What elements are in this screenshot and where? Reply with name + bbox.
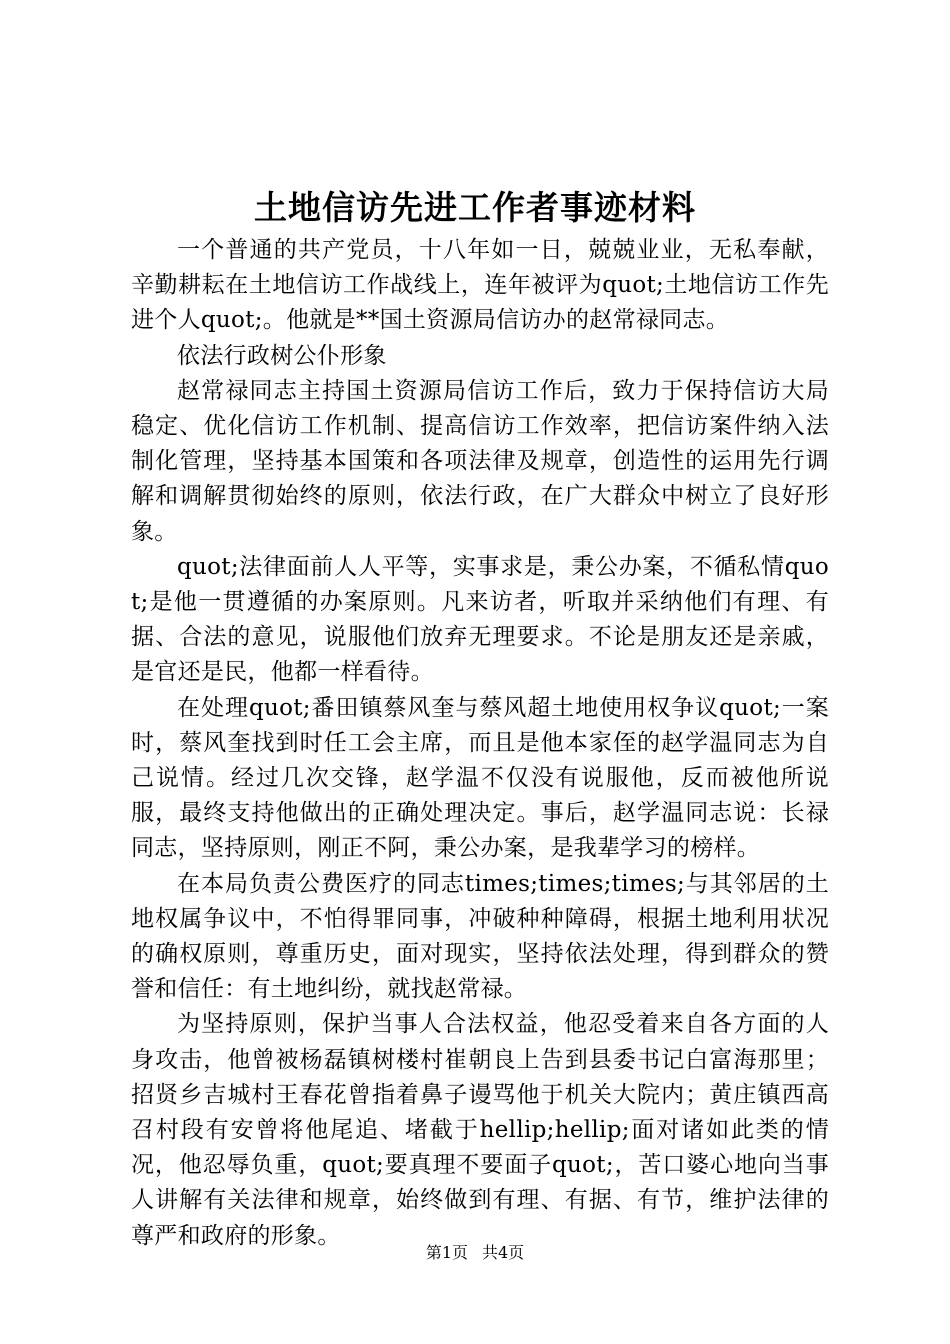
document-body [131,233,829,1254]
page-total: 共4页 [482,1243,525,1262]
paragraph-work-summary: 赵常禄同志主持国土资源局信访工作后，致力于保持信访大局稳定、优化信访工作机制、提高信访工作效率，把信访案件纳入法制化管理，坚持基本国策和各项法律及规章，创造性的运用先行调解和调解贯彻始终的原则，依法行政，在广大群众中树立了良好形象。 [131,377,829,545]
paragraph-intro: 一个普通的共产党员，十八年如一日，兢兢业业，无私奉献，辛勤耕耘在土地信访工作战线上，连年被评为quot;土地信访工作先进个人quot;。他就是**国土资源局信访办的赵常禄同志。 [131,237,829,334]
document-title: 土地信访先进工作者事迹材料 [254,188,696,227]
paragraph-perseverance: 为坚持原则，保护当事人合法权益，他忍受着来自各方面的人身攻击，他曾被杨磊镇树楼村崔朝良上告到县委书记白富海那里；招贤乡吉城村王春花曾指着鼻子谩骂他于机关大院内；黄庄镇西高召村段有安曾将他尾追、堵截于hellip;hellip;面对诸如此类的情况，他忍辱负重，quot;要真理不要面子quot;，苦口婆心地向当事人讲解有关法律和规章，始终做到有理、有据、有节，维护法律的尊严和政府的形象。 [131,1011,829,1249]
page-footer [0,1242,950,1264]
page-number: 第1页 [425,1243,468,1262]
section-heading: 依法行政树公仆形象 [177,342,387,369]
paragraph-case-one: 在处理quot;番田镇蔡风奎与蔡风超土地使用权争议quot;一案时，蔡风奎找到时任工会主席，而且是他本家侄的赵学温同志为自己说情。经过几次交锋，赵学温不仅没有说服他，反而被他所说服，最终支持他做出的正确处理决定。事后，赵学温同志说：长禄同志，坚持原则，刚正不阿，秉公办案，是我辈学习的榜样。 [131,694,829,862]
paragraph-principle: quot;法律面前人人平等，实事求是，秉公办案，不循私情quot;是他一贯遵循的办案原则。凡来访者，听取并采纳他们有理、有据、合法的意见，说服他们放弃无理要求。不论是朋友还是亲戚，是官还是民，他都一样看待。 [131,553,829,686]
paragraph-case-two: 在本局负责公费医疗的同志times;times;times;与其邻居的土地权属争议中，不怕得罪同事，冲破种种障碍，根据土地利用状况的确权原则，尊重历史，面对现实，坚持依法处理，得到群众的赞誉和信任：有土地纠纷，就找赵常禄。 [131,870,829,1003]
